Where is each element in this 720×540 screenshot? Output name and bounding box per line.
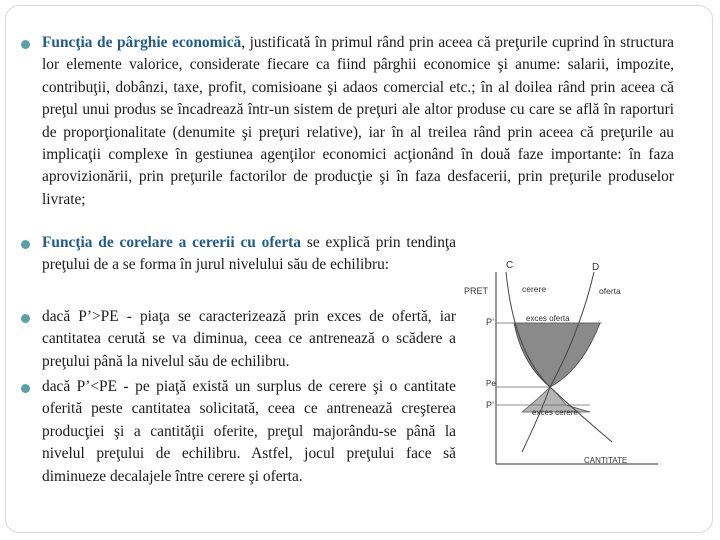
curve-d-label: D (592, 262, 600, 273)
paragraph-lever-function (42, 32, 674, 211)
excess-supply-label: exces oferta (526, 314, 570, 323)
paragraph-lever-function-text: , justificată în primul rând prin aceea că preţurile cuprind în structura lor elemente valorice, considerate fiecare ca fiind pârghii economice şi anume: salarii, impozite, contribuţii, dobânzi, taxe, profit, comisioane şi adaos comercial etc.; în al doilea rând prin aceea că preţul unui produs se încadrează într-un sistem de preţuri ale altor produse cu care se află în raporturi de proporţionalitate (denumite şi preţuri relative), iar în al treilea rând prin aceea că preţurile au implicaţii complexe în gestiunea agenţilor economici acţionând în două faze importante: în faza aprovizionării, prin preţurile factorilor de producţie şi în faza desfacerii, prin preţurile produselor livrate; (42, 34, 674, 208)
paragraph-excess-supply-text: dacă P’>PE - piaţa se caracterizează prin exces de ofertă, iar cantitatea cerută se va diminua, ceea ce antrenează o scădere a preţului până la nivelul său de echilibru. (42, 308, 456, 370)
curve-c-label: C (506, 260, 514, 271)
paragraph-excess-demand-text: dacă P’<PE - pe piaţă există un surplus de cerere şi o cantitate oferită peste cantitatea solicitată, ceea ce antrenează creşterea producţiei şi a cantităţii oferite, preţul majorându-se până la nivelul preţului de echilibru. Astfel, jocul preţului face să diminueze decalajele între cerere şi oferta. (42, 378, 456, 485)
paragraph-correlation-function-text: se explică prin tendinţa preţului de a se forma în jurul nivelului său de echilibru: (42, 234, 457, 274)
y-axis-label: PRET (464, 286, 489, 296)
supply-label: oferta (599, 286, 621, 296)
paragraph-lever-function-title: Funcţia de pârghie economică (42, 34, 242, 51)
excess-demand-label: exces cerere (532, 408, 578, 417)
tick-p-prime-bottom: P’ (486, 400, 495, 410)
tick-pe: Pe (486, 379, 496, 388)
paragraph-excess-supply (42, 306, 456, 373)
bullet-icon (21, 384, 30, 393)
paragraph-correlation-function (42, 232, 456, 277)
bullet-icon (21, 314, 30, 323)
tick-p-prime-top: P’ (486, 317, 495, 327)
bullet-icon (21, 240, 30, 249)
demand-label: cerere (522, 284, 547, 294)
x-axis-label: CANTITATE (584, 456, 628, 465)
paragraph-correlation-function-title: Funcţia de corelare a cererii cu oferta (42, 234, 301, 251)
supply-demand-diagram (462, 252, 662, 472)
bullet-icon (21, 40, 30, 49)
paragraph-excess-demand (42, 376, 456, 488)
